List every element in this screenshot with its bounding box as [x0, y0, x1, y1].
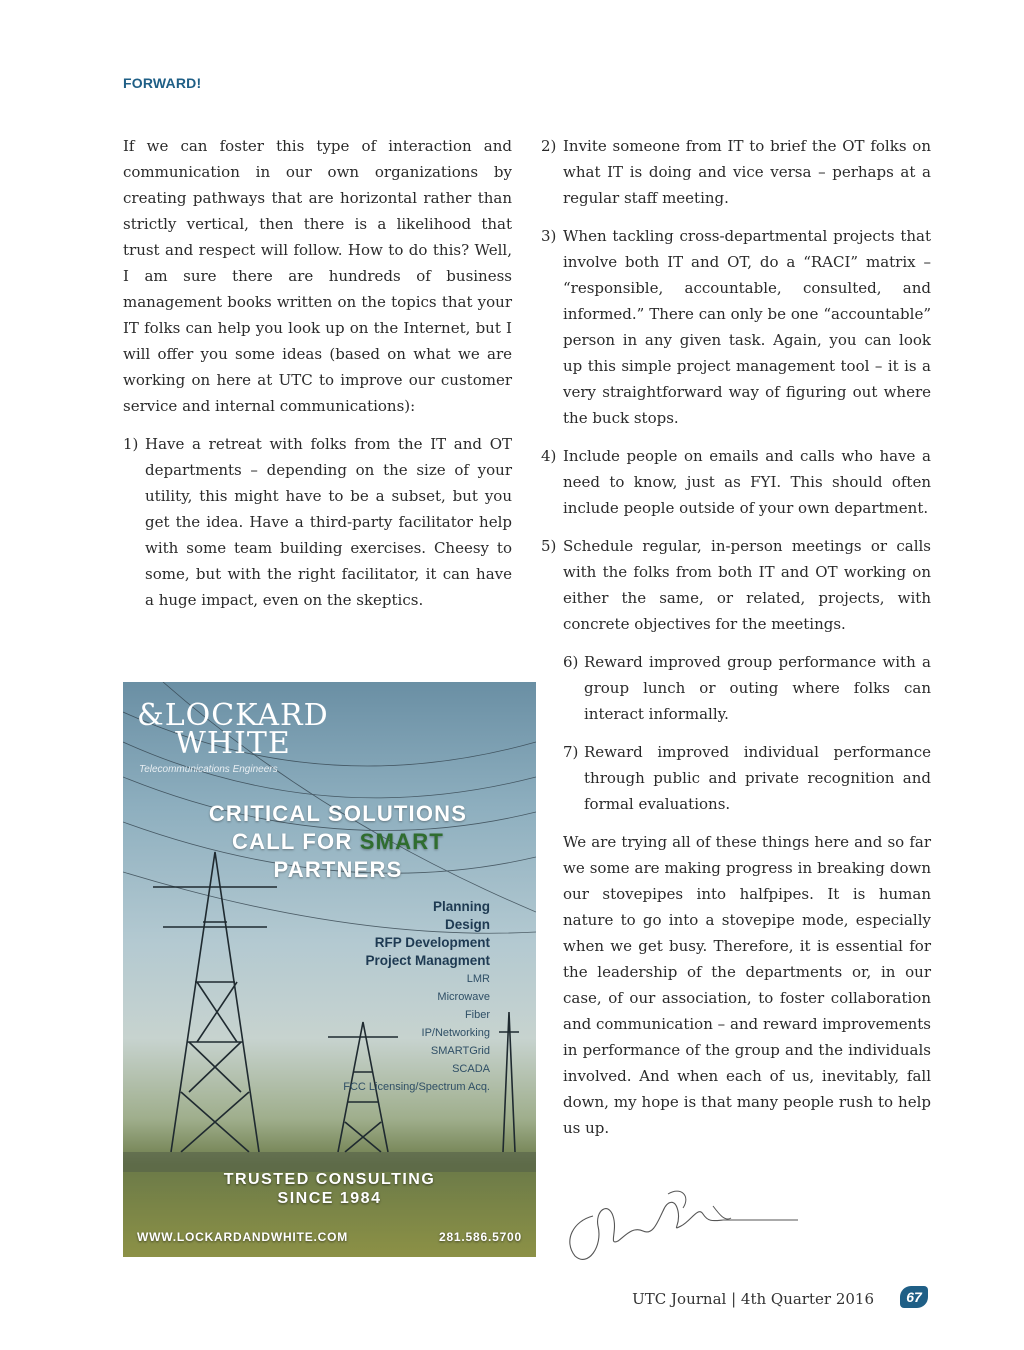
list-item-text: Include people on emails and calls who have a need to know, just as FYI. This should often include people outside of your own department. [563, 447, 931, 517]
ad-headline [173, 800, 503, 884]
list-item [541, 739, 931, 817]
service-item: Planning [433, 899, 490, 914]
tagline-line: TRUSTED CONSULTING [223, 1171, 436, 1188]
service-item: SCADA [452, 1063, 490, 1075]
service-item: Design [444, 917, 490, 932]
list-item [541, 133, 931, 211]
page-number: 67 [900, 1286, 928, 1308]
list-item-number: 2) [541, 137, 557, 155]
services-list [343, 898, 490, 1096]
headline-line [173, 828, 503, 856]
service-item: LMR [466, 973, 490, 985]
section-label: FORWARD! [123, 75, 202, 91]
list-item [123, 431, 512, 613]
ad-contact [137, 1230, 522, 1244]
service-item: RFP Development [374, 935, 490, 950]
list-item-number: 1) [123, 435, 139, 453]
list-item-number: 4) [541, 447, 557, 465]
advertisement[interactable] [123, 682, 536, 1257]
signature [563, 1186, 803, 1271]
list-item [541, 649, 931, 727]
headline-line: PARTNERS [273, 857, 403, 882]
website-link[interactable]: WWW.LOCKARDANDWHITE.COM [137, 1230, 349, 1244]
list-item-text: When tackling cross-departmental projects that involve both IT and OT, do a “RACI” matrix – “responsible, accountable, consulted, and informed.” There can only be one “accountable” person in any given task. Again, you can look up this simple project management tool – it is a very straightforward way of figuring out where the buck stops. [563, 227, 931, 427]
list-item [541, 533, 931, 637]
tagline-line: SINCE 1984 [277, 1190, 382, 1207]
list-item [541, 443, 931, 521]
left-column [123, 133, 512, 625]
brand-logo: &LOCKARD [137, 698, 329, 733]
service-item: Fiber [464, 1009, 490, 1021]
headline-call-for: CALL FOR [232, 829, 360, 854]
phone-number: 281.586.5700 [438, 1230, 522, 1244]
list-item-text: Invite someone from IT to brief the OT folks on what IT is doing and vice versa – perhaps at a regular staff meeting. [563, 137, 931, 207]
headline-smart: SMART [359, 829, 444, 854]
service-item: IP/Networking [421, 1027, 490, 1039]
service-item: FCC Licensing/Spectrum Acq. [343, 1081, 490, 1093]
brand-logo-line2: WHITE [175, 726, 291, 761]
ad-tagline [123, 1170, 536, 1208]
list-item-number: 7) [563, 743, 579, 761]
footer-publication: UTC Journal | 4th Quarter 2016 [632, 1290, 874, 1308]
list-item-number: 3) [541, 227, 557, 245]
headline-line: CRITICAL SOLUTIONS [208, 801, 468, 826]
list-item-number: 5) [541, 537, 557, 555]
list-item-text: Reward improved individual performance through public and private recognition and formal evaluations. [584, 743, 931, 813]
list-item [541, 223, 931, 431]
list-item-number: 6) [563, 653, 579, 671]
right-column [541, 133, 931, 1153]
service-item: Microwave [437, 991, 490, 1003]
closing-paragraph: We are trying all of these things here and so far we some are making progress in breaking down our stovepipes into halfpipes. It is human nature to go into a stovepipe mode, especially when we get busy. Therefore, it is essential for the leadership of the departments or, in our case, of our association, to foster collaboration and communication – and reward improvements in performance of the group and the individuals involved. And when each of us, inevitably, fall down, my hope is that many people rush to help us up. [563, 833, 931, 1137]
list-item-text: Reward improved group performance with a group lunch or outing where folks can interact informally. [584, 653, 931, 723]
list-item-text: Schedule regular, in-person meetings or calls with the folks from both IT and OT working on either the same, or related, projects, with concrete objectives for the meetings. [563, 537, 931, 633]
intro-paragraph: If we can foster this type of interaction and communication in our own organizations by creating pathways that are horizontal rather than strictly vertical, then there is a likelihood that trust and respect will follow. How to do this? Well, I am sure there are hundreds of business management books written on the topics that your IT folks can help you look up on the Internet, but I will offer you some ideas (based on what we are working on here at UTC to improve our customer service and internal communications): [123, 137, 512, 415]
list-item-text: Have a retreat with folks from the IT and OT departments – depending on the size of your utility, this might have to be a subset, but you get the idea. Have a third-party facilitator help with some team building exercises. Cheesy to some, but with the right facilitator, it can have a huge impact, even on the skeptics. [145, 435, 512, 609]
brand-subtitle: Telecommunications Engineers [139, 764, 278, 775]
service-item: Project Managment [365, 953, 490, 968]
service-item: SMARTGrid [430, 1045, 490, 1057]
